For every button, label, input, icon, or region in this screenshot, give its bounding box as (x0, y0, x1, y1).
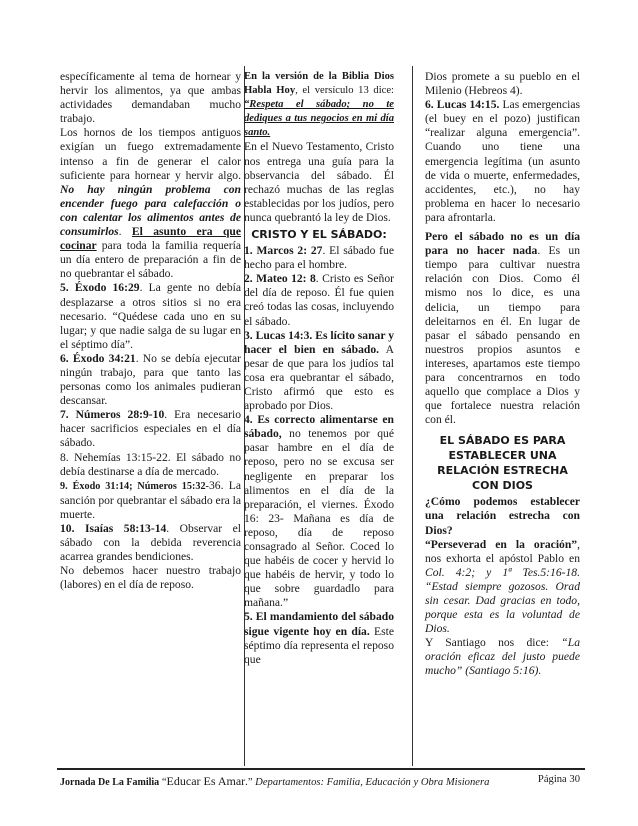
list-item: 7. Números 28:9-10. Era necesario hacer sacrificios especiales en el día sábado. (60, 408, 241, 450)
paragraph: Dios promete a su pueblo en el Milenio (Hebreos 4). (425, 70, 580, 98)
journal-name: Jornada De La Familia (60, 777, 160, 788)
paragraph: Y Santiago nos dice: “La oración eficaz del justo puede mucho” (Santiago 5:16). (425, 636, 580, 678)
list-item: 5. El mandamiento del sábado sigue vigente hoy en día. Este séptimo día representa el reposo que (244, 610, 394, 666)
column-divider-right (412, 66, 413, 766)
departments: Departamentos: Familia, Educación y Obra Misionera (255, 777, 490, 788)
column-right (425, 70, 580, 679)
question: ¿Cómo podemos establecer una relación estrecha con Dios? (425, 495, 580, 537)
list-item: 8. Nehemías 13:15-22. El sábado no debía destinarse a día de mercado. (60, 450, 241, 478)
page-footer: Jornada De La Familia “Educar Es Amar.” Departamentos: Familia, Educación y Obra Misionera Página 30 (60, 774, 580, 788)
list-item: 4. Es correcto alimentarse en sábado, no tenemos por qué pasar hambre en el día de reposo, pero no se excusa ser negligente en preparar los alimentos en el día de la preparación, el viernes. Éxodo 16: 23- Mañana es día de reposo, día de reposo consagrado al Señor. Coced lo que habéis de cocer y hervid lo que habéis de hervir, y todo lo que sobre guardadlo para mañana.” (244, 413, 394, 610)
list-item: 3. Lucas 14:3. Es lícito sanar y hacer el bien en sábado. A pesar de que para los judíos tal cosa era quebrantar el sábado, Cristo afirmó que esto es aprobado por Dios. (244, 328, 394, 413)
list-item: 6. Éxodo 34:21. No se debía ejecutar ningún trabajo, para que tanto las personas como los animales pudieran descansar. (60, 351, 241, 408)
list-item: 10. Isaías 58:13-14. Observar el sábado con la debida reverencia acarrea grandes bendiciones. (60, 522, 241, 564)
paragraph: Pero el sábado no es un día para no hacer nada. Es un tiempo para cultivar nuestra relación con Dios. Como él mismo nos lo dice, es una delicia, un tiempo para deleitarnos en él. En lugar de pasar el sábado pensando en nuestros propios asuntos e intereses, apartamos este tiempo para concentrarnos en todo aquello que complace a Dios y que fortalece nuestra relación con él. (425, 230, 581, 427)
paragraph: Los hornos de los tiempos antiguos exigían un fuego extremadamente intenso a fin de generar el calor suficiente para hornear y hervir algo. No hay ningún problema con encender fuego para calefacción o con calentar los alimentos antes de consumirlos. El asunto era que cocinar para toda la familia requería un día entero de preparación a fin de no quebrantar el sábado. (60, 126, 241, 281)
paragraph: En la versión de la Biblia Dios Habla Hoy, el versículo 13 dice: “Respeta el sábado; no te dediques a tus negocios en mi día santo. (244, 71, 394, 139)
list-item: 9. Éxodo 31:14; Números 15:32-36. La sanción por quebrantar el sábado era la muerte. (60, 478, 241, 521)
paragraph: “Perseverad en la oración”, nos exhorta el apóstol Pablo en Col. 4:2; y 1ª Tes.5:16-18. “Estad siempre gozosos. Orad sin cesar. Dad gracias en todo, porque esta es la voluntad de Dios. (425, 537, 580, 636)
column-left (60, 70, 241, 592)
paragraph: No debemos hacer nuestro trabajo (labores) en el día de reposo. (60, 564, 241, 592)
paragraph: específicamente al tema de hornear y hervir los alimentos, ya que ambas actividades demandaban mucho trabajo. (60, 70, 241, 126)
list-item: 6. Lucas 14:15. Las emergencias (el buey en el pozo) justifican “realizar alguna emergencia”. Cuando uno tiene una emergencia legítima (un asunto de vida o muerte, enfermedades, accidentes, etc.), no hay problema en hacer lo necesario para afrontarla. (425, 98, 580, 224)
section-heading: EL SÁBADO ES PARA ESTABLECER UNA RELACIÓN ESTRECHA CON DIOS (437, 434, 568, 493)
list-item: 2. Mateo 12: 8. Cristo es Señor del día de reposo. Él fue quien creó todas las cosas, incluyendo el sábado. (244, 272, 394, 328)
footer-rule (57, 768, 585, 770)
brand-name: Educar Es Amar (166, 774, 246, 788)
section-heading: CRISTO Y EL SÁBADO: (251, 228, 387, 242)
column-middle (244, 70, 394, 667)
paragraph: En el Nuevo Testamento, Cristo nos entrega una guía para la observancia del sábado. Él rechazó muchas de las reglas establecidas por los judíos, pero nunca quebrantó la ley de Dios. (244, 140, 394, 224)
page-number: Página 30 (537, 774, 580, 785)
list-item: 1. Marcos 2: 27. El sábado fue hecho para el hombre. (244, 244, 394, 272)
list-item: 5. Éxodo 16:29. La gente no debía desplazarse a otros sitios si no era necesario. “Quédese cada uno en su lugar; y que nadie salga de su lugar en el séptimo día”. (60, 281, 241, 351)
